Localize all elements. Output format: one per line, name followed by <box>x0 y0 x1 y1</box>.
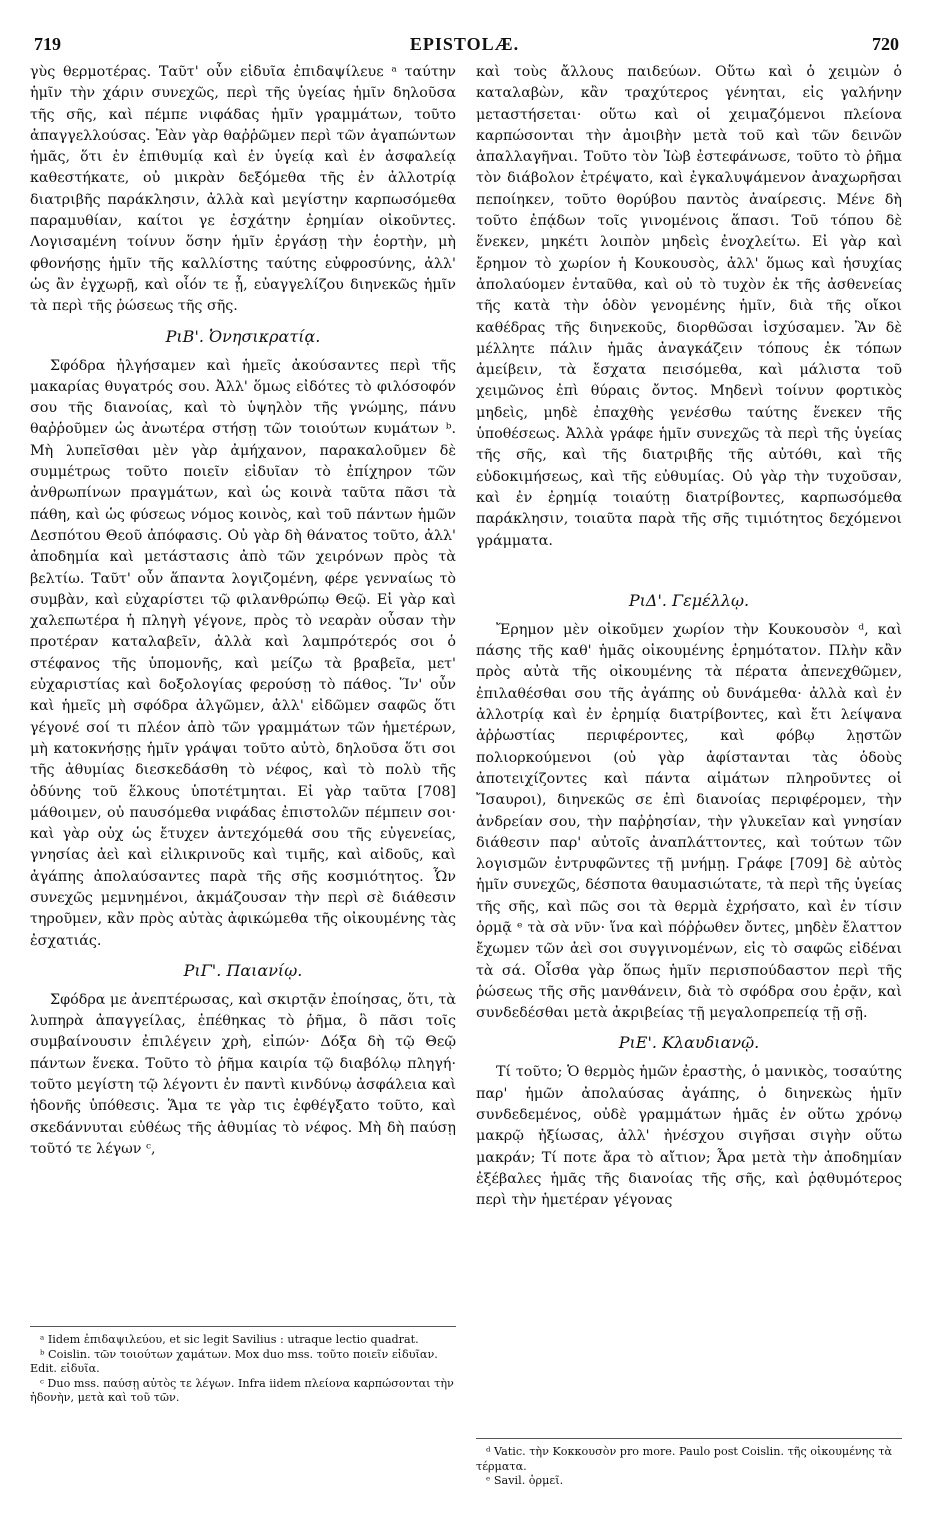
page-number-right: 720 <box>872 34 899 54</box>
footnotes-left <box>30 1326 456 1406</box>
letter-heading-113: ΡιΓ'. Παιανίῳ. <box>183 960 303 980</box>
footnote-e: ᵉ Savil. ὁρμεῖ. <box>486 1474 564 1487</box>
footnote-d: ᵈ Vatic. τὴν Κοκκουσὸν pro more. Paulo post Coislin. τῆς οἰκουμένης τὰ τέρματα. <box>476 1445 893 1473</box>
letter-body-115: Τί τοῦτο; Ὁ θερμὸς ἡμῶν ἐραστὴς, ὁ μανικὸς, τοσαύτης παρ' ἡμῶν ἀπολαύσας ἀγάπης, ὁ διηνεκὼς ἡμῖν συνδεδεμένος, οὐδὲ γραμμάτων ἡμᾶς ἐν οὕτω χρόνῳ μακρῷ ἠξίωσας, ἀλλ' ἠνέσχου σιγῆσαι σιγὴν οὕτω μακράν; Τί ποτε ἄρα τὸ αἴτιον; Ἆρα μετὰ τὴν ἀποδημίαν ἐξέβαλες ἡμᾶς τῆς διανοίας τῆς σῆς, καὶ ῥᾳθυμότερος περὶ τὴν ἡμετέραν γέγονας <box>476 1064 902 1209</box>
footnote-c: ᶜ Duo mss. παύσῃ αὐτὸς τε λέγων. Infra iidem πλείονα καρπώσονται τὴν ἡδονὴν, μετὰ καὶ τοῦ τῶν. <box>30 1376 454 1404</box>
letter-heading-114: ΡιΔ'. Γεμέλλῳ. <box>628 590 750 610</box>
letter-heading-112: ΡιΒ'. Ὀνησικρατίᾳ. <box>165 326 321 346</box>
letter-heading-115: ΡιΕ'. Κλαυδιανῷ. <box>618 1033 760 1053</box>
footnote-b: ᵇ Coislin. τῶν τοιούτων χαμάτων. Mox duo mss. τοῦτο ποιεῖν εἰδυῖαν. Edit. εἰδυῖα. <box>30 1347 438 1375</box>
page-number-left: 719 <box>34 34 61 54</box>
letter-body-112: Σφόδρα ἠλγήσαμεν καὶ ἡμεῖς ἀκούσαντες περὶ τῆς μακαρίας θυγατρός σου. Ἀλλ' ὅμως εἰδότες τὸ φιλόσοφόν σου τῆς διανοίας, καὶ τὸ ὑψηλὸν τῆς γνώμης, πάνυ θαῤῥοῦμεν ὡς ἀνωτέρα στήσῃ τῶν τοιούτων κυμάτων ᵇ. Μὴ λυπεῖσθαι μὲν γὰρ ἀμήχανον, παρακαλοῦμεν δὲ συμμέτρως τοῦτο ποιεῖν εἰδυῖαν τὸ ἐπίχηρον τῶν ἀνθρωπίνων πραγμάτων, καὶ ὡς κοινὰ ταῦτα πᾶσι τὰ πάθη, καὶ ὡς φύσεως νόμος κοινὸς, καὶ τοῦ πάντων ἡμῶν Δεσπότου Θεοῦ ἀπόφασις. Οὐ γὰρ δὴ θάνατος τοῦτο, ἀλλ' ἀποδημία καὶ μετάστασις ἀπὸ τῶν χειρόνων πρὸς τὰ βελτίω. Ταῦτ' οὖν ἅπαντα λογιζομένη, φέρε γενναίως τὸ συμβὰν, καὶ εὐχαρίστει τῷ φιλανθρώπῳ Θεῷ. Εἰ γὰρ καὶ χαλεπωτέρα ἡ πληγὴ γέγονε, πρὸς τὸ νεαρὰν οὖσαν τὴν προτέραν καταλαβεῖν, ἀλλὰ καὶ λαμπρότερός σοι ὁ στέφανος τῆς ὑπομονῆς, καὶ μείζω τὰ βραβεῖα, μετ' εὐχαριστίας καὶ δοξολογίας φερούσῃ τὸ πάθος. Ἵν' οὖν καὶ ἡμεῖς μὴ σφόδρα ἀλγῶμεν, ἀλλ' εἰδῶμεν σαφῶς ὅτι γέγονέ σοί τι πλέον ἀπὸ τῶν γραμμάτων τῶν ἡμετέρων, μὴ κατοκνήσῃς ἡμῖν γράψαι τοῦτο αὐτὸ, δηλοῦσα ὅτι σοι τῆς ἀθυμίας διεσκεδάσθη τὸ νέφος, καὶ τὸ πολὺ τῆς ὀδύνης τοῦ ἕλκους ὑποτέτμηται. Εἰ γὰρ ταῦτα [708] μάθοιμεν, οὐ παυσόμεθα νιφάδας ἐπιστολῶν πέμπειν σοι· καὶ γὰρ οὐχ ὡς ἔτυχεν ἀντεχόμεθά σου τῆς εὐγενείας, γνησίας ἀεὶ καὶ εἰλικρινοῦς καὶ τιμῆς, καὶ αἰδοῦς, καὶ ἀγάπης ἀπολαύσαντες παρὰ τῆς σῆς κοσμιότητος. Ὧν συνεχῶς μεμνημένοι, ἀκμάζουσαν τὴν περὶ σὲ διάθεσιν τηροῦμεν, κἂν πρὸς αὐτὰς ἀφικώμεθα τῆς οἰκουμένης τὰς ἐσχατιάς. <box>30 357 456 949</box>
letter-body-113: Σφόδρα με ἀνεπτέρωσας, καὶ σκιρτᾷν ἐποίησας, ὅτι, τὰ λυπηρὰ ἀπαγγείλας, ἐπέθηκας τὸ ῥῆμα, ὃ πᾶσι τοῖς συμβαίνουσιν ἐπιλέγειν χρὴ, εἰπών· Δόξα δὴ τῷ Θεῷ πάντων ἕνεκα. Τοῦτο τὸ ῥῆμα καιρία τῷ διαβόλῳ πληγή· τοῦτο μεγίστη τῷ λέγοντι ἐν παντὶ κινδύνῳ ἀσφάλεια καὶ ἡδονῆς ὑπόθεσις. Ἅμα τε γὰρ τις ἐφθέγξατο τοῦτο, καὶ σκεδάννυται εὐθέως τῆς ἀθυμίας τὸ νέφος. Μὴ δὴ παύσῃ τοῦτό τε λέγων ᶜ, <box>30 991 456 1157</box>
right-column <box>476 62 902 1212</box>
letter-continuation: γὺς θερμοτέρας. Ταῦτ' οὖν εἰδυῖα ἐπιδαψίλευε ᵃ ταύτην ἡμῖν τὴν χάριν συνεχῶς, περὶ τῆς ὑγείας ἡμῖν δηλοῦσα τῆς σῆς, καὶ πέμπε νιφάδας ἡμῖν γραμμάτων, τοῦτο ἀπαγγελλούσας. Ἐὰν γὰρ θαῤῥῶμεν περὶ τῶν ἀγαπώντων ἡμᾶς, ὅτι ἐν ἐπιθυμίᾳ καὶ ἐν ὑγείᾳ καὶ ἐν ἀσφαλείᾳ καθεστήκατε, οὐ μικρὰν δεξόμεθα τῆς ἐν ἀλλοτρίᾳ διατριβῆς παράκλησιν, ἀλλὰ καὶ μεγίστην καρπωσόμεθα παραμυθίαν, καίτοι γε ἐσχάτην ἐρημίαν οἰκοῦντες. Λογισαμένη τοίνυν ὅσην ἡμῖν ἐργάσῃ τὴν ἑορτὴν, μὴ φθονήσῃς ἡμῖν τῆς καλλίστης ταύτης εὐφροσύνης, ἀλλ' ὡς ἂν ἐγχωρῇ, καὶ οἷόν τε ᾖ, εὐαγγελίζου διηνεκῶς ἡμῖν τὰ περὶ τῆς ῥώσεως τῆς σῆς. <box>30 64 456 315</box>
letter-continuation-113: καὶ τοὺς ἄλλους παιδεύων. Οὕτω καὶ ὁ χειμὼν ὁ καταλαβὼν, κἂν τραχύτερος γένηται, εἰς γαλήνην μεταστήσεται· οὕτω καὶ οἱ χειμαζόμενοι πλείονα καρπώσονται τὴν ἀμοιβὴν μετὰ τοῦ καὶ τῶν δεινῶν ἀπαλλαγῆναι. Τοῦτο τὸν Ἰὼβ ἐστεφάνωσε, τοῦτο τὸ ῥῆμα τὸν διάβολον ἐτρέψατο, καὶ ἐγκαλυψάμενον ἀναχωρῆσαι πεποίηκεν, τοῦτο θορύβου παντὸς ἀναίρεσις. Μένε δὴ τοῦτο ἐπᾴδων τοῖς γινομένοις ἅπασι. Τοῦ τόπου δὲ ἕνεκεν, μηκέτι λοιπὸν μηδεὶς ἐνοχλείτω. Εἰ γὰρ καὶ ἔρημον τὸ χωρίον ἡ Κουκουσὸς, ἀλλ' ὅμως καὶ ἡσυχίας ἀπολαύομεν ἐνταῦθα, καὶ οὐ τὸ τυχὸν ἐκ τῆς ἀσθενείας τῆς κατὰ τὴν ὁδὸν γενομένης ἡμῖν, διὰ τῆς οἴκοι καθέδρας τῆς διηνεκοῦς, διορθῶσαι ἰσχύσαμεν. Ἂν δὲ μέλλητε πάλιν ἡμᾶς ἀναγκάζειν τόπους ἐκ τόπων ἀμείβειν, τὰ ἔσχατα πεισόμεθα, καὶ μάλιστα τοῦ χειμῶνος ἐπὶ θύραις ὄντος. Μηδενὶ τοίνυν φορτικὸς μηδεὶς, μηδὲ ἐπαχθὴς γενέσθω ταύτης ἕνεκεν τῆς ὑποθέσεως. Ἀλλὰ γράφε ἡμῖν συνεχῶς τὰ περὶ τῆς ὑγείας τῆς σῆς, καὶ τῆς διατριβῆς τῆς αὐτόθι, καὶ τῆς εὐδοκιμήσεως, καὶ τῆς εὐθυμίας. Οὐ γὰρ τὴν τυχοῦσαν, καὶ ἐν ἐρημίᾳ τοιαύτῃ διατρίβοντες, καρπωσόμεθα παράκλησιν, τοιαῦτα παρὰ τῆς σῆς τιμιότητος δεχόμενοι γράμματα. <box>476 64 902 549</box>
letter-body-114: Ἔρημον μὲν οἰκοῦμεν χωρίον τὴν Κουκουσὸν ᵈ, καὶ πάσης τῆς καθ' ἡμᾶς οἰκουμένης ἐρημότατον. Πλὴν κἂν πρὸς αὐτὰ τῆς οἰκουμένης τὰ πέρατα ἀπενεχθῶμεν, ἐπιλαθέσθαι σου τῆς ἀγάπης οὐ δυνάμεθα· ἀλλὰ καὶ ἐν ἀλλοτρίᾳ καὶ ἐν ἐρημίᾳ διατρίβοντες, καὶ ἔτι λείψανα ἀῤῥωστίας περιφέροντες, καὶ φόβῳ λῃστῶν πολιορκούμενοι (οὐ γὰρ ἀφίστανται τὰς ὁδοὺς ἀποτειχίζοντες καὶ πάντα αἱμάτων πληροῦντες οἱ Ἴσαυροι), διηνεκῶς σε ἐπὶ διανοίας περιφέρομεν, τὴν ἀνδρείαν σου, τὴν παῤῥησίαν, τὴν γλυκεῖαν καὶ γνησίαν διάθεσιν παρ' αὐτοῖς ἀναπλάττοντες, καὶ τούτων τῶν λογισμῶν ἐντρυφῶντες τῇ μνήμῃ. Γράφε [709] δὲ αὐτὸς ἡμῖν συνεχῶς, δέσποτα θαυμασιώτατε, τὰ περὶ τῆς ὑγείας τῆς σῆς, καὶ πῶς σοι τὰ θερμὰ ἐχρήσατο, καὶ ἐν τίσιν ὁρμᾷ ᵉ τὰ σὰ νῦν· ἵνα καὶ πόῤῥωθεν ὄντες, μηδὲν ἔλαττον ἔχωμεν τῶν ἀεὶ σοι συγγινομένων, εἰς τὸ σαφῶς εἰδέναι τὰ σά. Οἶσθα γὰρ ὅπως ἡμῖν περισπούδαστον περὶ τῆς ῥώσεως τῆς σῆς μανθάνειν, διὰ τὸ σφόδρα σου ἐρᾷν, καὶ συνδεδέσθαι μετὰ ἀκριβείας τῇ μεγαλοπρεπείᾳ τῇ σῇ. <box>476 621 902 1022</box>
running-title: EPISTOLÆ. <box>409 34 520 54</box>
left-column <box>30 62 456 1160</box>
running-header <box>30 34 899 56</box>
footnote-a: ᵃ Iidem ἐπιδαψιλεύου, et sic legit Savilius : utraque lectio quadrat. <box>40 1333 419 1346</box>
footnotes-right <box>476 1438 902 1489</box>
